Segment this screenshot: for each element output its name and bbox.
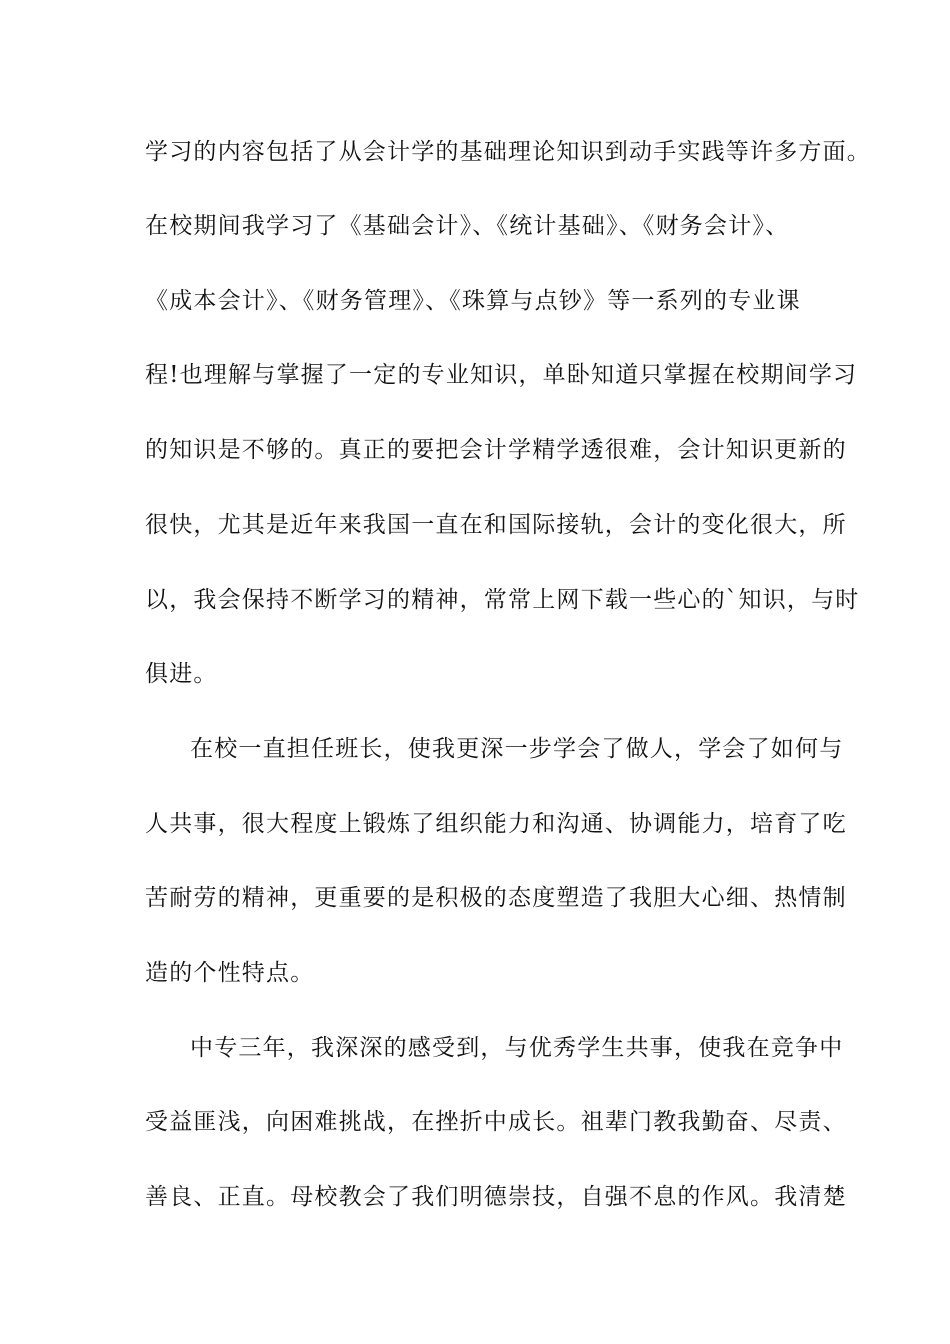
text-line: 学习的内容包括了从会计学的基础理论知识到动手实践等许多方面。 xyxy=(145,139,871,165)
text-line: 在校期间我学习了《基础会计》、《统计基础》、《财务会计》、 xyxy=(145,213,790,239)
text-line: 《成本会计》、《财务管理》、《珠算与点钞》等一系列的专业课 xyxy=(145,288,801,314)
text-line: 苦耐劳的精神，更重要的是积极的态度塑造了我胆大心细、热情制 xyxy=(145,885,847,911)
text-line: 受益匪浅，向困难挑战，在挫折中成长。祖辈门教我勤奋、尽责、 xyxy=(145,1109,847,1135)
text-line: 以，我会保持不断学习的精神，常常上网下载一些心的`知识，与时 xyxy=(145,587,860,613)
text-line: 的知识是不够的。真正的要把会计学精学透很难，会计知识更新的 xyxy=(145,437,847,463)
paragraph-first-line: 在校一直担任班长，使我更深一步学会了做人，学会了如何与 xyxy=(190,736,844,762)
text-line: 人共事，很大程度上锻炼了组织能力和沟通、协调能力，培育了吃 xyxy=(145,811,847,837)
text-line: 俱进。 xyxy=(145,661,218,687)
paragraph-first-line: 中专三年，我深深的感受到，与优秀学生共事，使我在竞争中 xyxy=(190,1035,844,1061)
text-line: 善良、正直。母校教会了我们明德崇技，自强不息的作风。我清楚 xyxy=(145,1184,847,1210)
text-line: 很快，尤其是近年来我国一直在和国际接轨，会计的变化很大，所 xyxy=(145,512,847,538)
text-line: 造的个性特点。 xyxy=(145,960,315,986)
text-line: 程!也理解与掌握了一定的专业知识，单卧知道只掌握在校期间学习 xyxy=(145,362,858,388)
